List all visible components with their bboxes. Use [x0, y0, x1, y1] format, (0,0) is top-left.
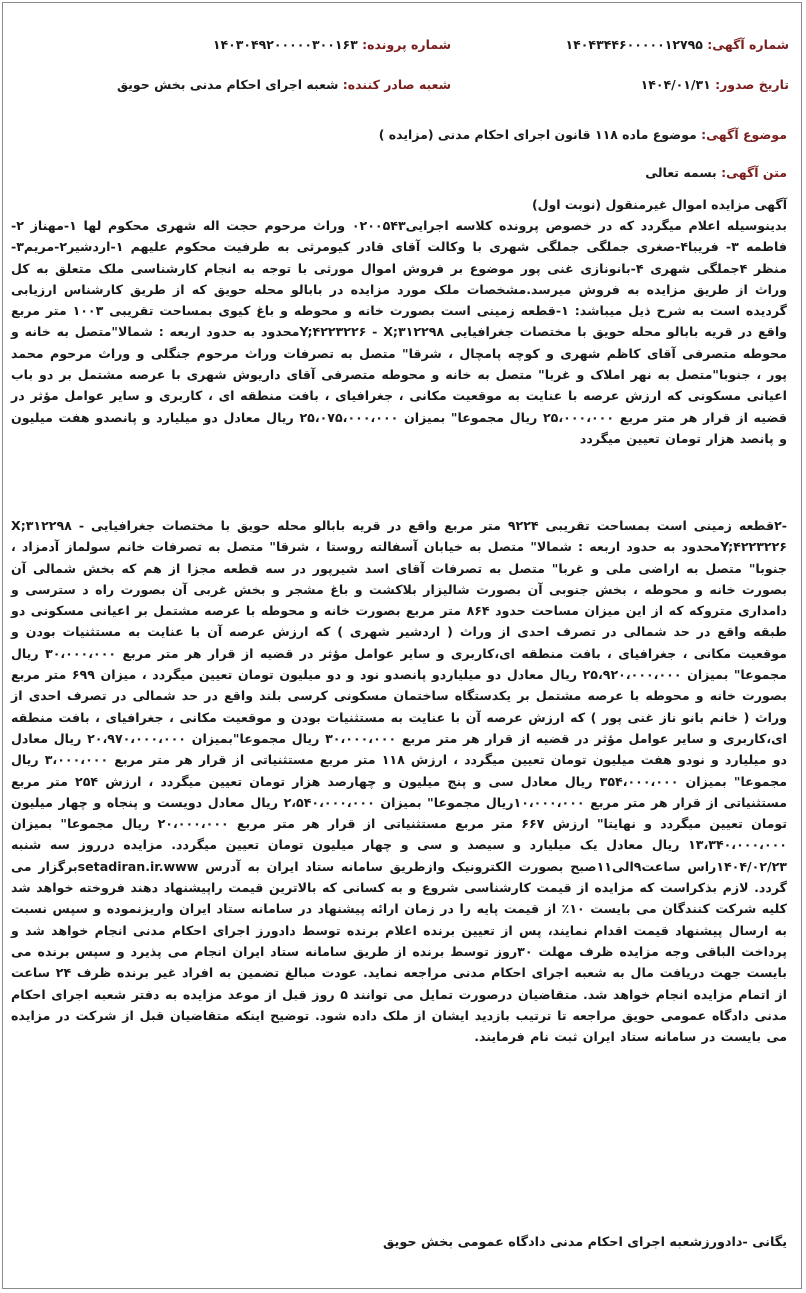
body-intro [13, 165, 787, 180]
subject-value: موضوع ماده ۱۱۸ قانون اجرای احکام مدنی (مزایده ) [378, 127, 697, 142]
notice-heading: آگهی مزایده اموال غیرمنقول (نوبت اول) [531, 197, 787, 212]
paragraph-1: بدینوسیله اعلام میگردد که در خصوص پرونده کلاسه اجرایی۰۲۰۰۵۴۳ وراث مرحوم حجت اله شهری محکوم لها ۱-مهناز ۲-فاطمه ۳- فریبا۴-صغری جملگی جملگی شهری با وکالت آقای قادر کیومرثی به طرفیت محکوم علیهم ۱-اردشیر۲-مریم۳-منظر ۴جملگی شهری ۴-بانونازی غنی پور موضوع بر فروش اموال مورثی با توجه به انجام کارشناسی ملک متعلق به کل وراث از طریق مزایده به فروش میرسد.مشخصات ملک مورد مزایده در بابالو محله حویق که از طریق کارشناس ارزیابی گردیده است به شرح ذیل میباشد: ۱-قطعه زمینی است بصورت خانه و محوطه و باغ کیوی بمساحت تقریبی ۱۰۰۳ متر مربع واقع در قریه بابالو محله حویق با مختصات جغرافیایی Y;۴۲۲۳۲۲۶ - X;۳۱۲۲۹۸محدود به حدود اربعه : شمالا"متصل به خانه و محوطه متصرفی آقای کاظم شهری و کوچه پامچال ، شرقا" متصل به تصرفات وراث مرحوم جنگلی و وراث مرحوم محمد پور ، جنوبا"متصل به نهر املاک و غربا" متصل به خانه و محوطه متصرفی آقای داریوش شهری با عرصه مشتمل بر دو باب اعیانی مسکونی که ارزش عرصه با عنایت به موقعیت مکانی ، جغرافیای ، بافت منطقه ای ، کاربری و سایر عوامل مؤثر در قضیه از قرار هر متر مربع ۲۵،۰۰۰،۰۰۰ ریال مجموعا" بمیزان ۲۵،۰۷۵،۰۰۰،۰۰۰ ریال معادل دو میلیارد و پانصدو هفت میلیون و پانصد هزار تومان تعیین میگردد [11, 218, 788, 446]
case-number [213, 37, 451, 52]
invocation: بسمه تعالی [645, 165, 717, 180]
subject-label: موضوع آگهی: [701, 127, 787, 142]
notice-document [2, 2, 802, 1289]
issue-date [641, 77, 789, 92]
signature: یگانی -دادورزشعبه اجرای احکام مدنی دادگاه عمومی بخش حویق [383, 1235, 787, 1250]
ad-number-label: شماره آگهی: [707, 37, 789, 52]
issue-date-value: ۱۴۰۴/۰۱/۳۱ [640, 77, 711, 92]
subject [13, 127, 787, 142]
issuing-branch-value: شعبه اجرای احکام مدنی بخش حویق [116, 77, 339, 92]
case-number-value: ۱۴۰۳۰۴۹۲۰۰۰۰۰۳۰۰۱۶۳ [212, 37, 358, 52]
issue-date-label: تاریخ صدور: [715, 77, 789, 92]
issuing-branch [117, 77, 451, 92]
ad-number-value: ۱۴۰۴۳۴۴۶۰۰۰۰۰۱۲۷۹۵ [565, 37, 703, 52]
ad-number [566, 37, 789, 52]
body-label: متن آگهی: [721, 165, 787, 180]
issuing-branch-label: شعبه صادر کننده: [342, 77, 451, 92]
paragraph-2: -۲قطعه زمینی است بمساحت تقریبی ۹۲۲۴ متر مربع واقع در قریه بابالو محله حویق با مختصات جغرافیایی - X;۳۱۲۲۹۸ Y;۴۲۲۳۲۲۶محدود به حدود اربعه : شمالا" متصل به خیابان آسفالته روستا ، شرقا" متصل به تصرفات خانم سولماز آدمزاد ، جنوبا" متصل به اراضی ملی و غربا" متصل به تصرفات آقای اسد شیرپور در سه قطعه مجزا از هم که بخش شمالی آن بصورت خانه و محوطه ، بخش جنوبی آن بصورت شالیزار بلاکشت و باغ مشجر و بخش غربی آن بصورت راه د سترسی و دامداری متروکه که از این میزان مساحت حدود ۸۶۴ متر مربع بصورت خانه و محوطه با عرصه مشتمل بر اعیانی مسکونی دو طبقه واقع در حد شمالی در تصرف احدی از وراث ( اردشیر شهری ) که ارزش عرصه آن با عنایت به مستثنیات بودن و موقعیت مکانی ، جغرافیای ، بافت منطقه ای،کاربری و سایر عوامل مؤثر در قضیه از قرار هر متر مربع ۳۰،۰۰۰،۰۰۰ ریال مجموعا" بمیزان ۲۵،۹۲۰،۰۰۰،۰۰۰ ریال معادل دو میلیاردو پانصدو نود و دو میلیون تومان تعیین میگردد ، میزان ۶۹۹ متر مربع بصورت خانه و محوطه با عرصه مشتمل بر یکدستگاه ساختمان مسکونی کرسی بلند واقع در حد شمالی در تصرف احدی از وراث ( خانم بانو ناز غنی پور ) که ارزش عرصه آن با عنایت به مستثنیات بودن و موقعیت مکانی ، جغرافیای ، بافت منطقه ای،کاربری و سایر عوامل مؤثر در قضیه از قرار هر متر مربع ۳۰،۰۰۰،۰۰۰ ریال مجموعا"بمیزان ۲۰،۹۷۰،۰۰۰،۰۰۰ ریال معادل دو میلیارد و نودو هفت میلیون تومان تعیین میگردد ، ارزش ۱۱۸ متر مربع مستثنیاتی از قرار هر متر مربع ۳،۰۰۰،۰۰۰ ریال مجموعا" بمیزان ۳۵۴،۰۰۰،۰۰۰ ریال معادل سی و پنج میلیون و چهارصد هزار تومان تعیین میگردد ، ارزش ۲۵۴ متر مربع مستثنیاتی از قرار هر متر مربع ۱۰،۰۰۰،۰۰۰ریال مجموعا" بمیزان ۲،۵۴۰،۰۰۰،۰۰۰ ریال معادل دویست و پنجاه و چهار میلیون تومان تعیین میگردد و نهایتا" ارزش ۶۶۷ متر مربع مستثنیاتی از قرار هر متر مربع ۲۰،۰۰۰،۰۰۰ ریال مجموعا" بمیزان ۱۳،۳۴۰،۰۰۰،۰۰۰ ریال معادل یک میلیارد و سیصد و سی و چهار میلیون تومان تعیین میگردد. مزایده درروز سه شنبه ۱۴۰۴/۰۲/۲۳راس ساعت۹الی۱۱صبح بصورت الکترونیک وازطریق سامانه ستاد ایران به آدرس setadiran.ir.wwwبرگزار می گردد. لازم بذکراست که مزایده از قیمت کارشناسی شروع و به کسانی که بالاترین قیمت راپیشنهاد دهند فروخته خواهد شد کلیه شرکت کنندگان می بایست ۱۰٪ از قیمت پایه را در زمان ارائه پیشنهاد در سامانه ستاد ایران واریزنموده و سپس نسبت به ارسال پیشنهاد قیمت اقدام نمایند، پس از تعیین برنده اعلام برنده توسط دادورز اجرای احکام مدنی انجام خواهد شد و پرداخت الباقی وجه مزایده ظرف مهلت ۳۰روز توسط برنده از طریق سامانه ستاد ایران انجام می پذیرد و سپس برنده می بایست جهت دریافت مال به شعبه اجرای احکام مدنی مراجعه نماید. عودت مبالغ تضمین به افراد غیر برنده ظرف ۲۴ ساعت از اتمام مزایده انجام خواهد شد. متقاضیان درصورت تمایل می توانند ۵ روز قبل از موعد مزایده به دفتر شعبه اجرای احکام مدنی دادگاه عمومی حویق مراجعه تا ترتیب بازدید ایشان از ملک داده شود. توضیح اینکه متقاضیان قبل از شرکت در مزایده می بایست در سامانه ستاد ایران ثبت نام فرمایند. [11, 518, 788, 1045]
case-number-label: شماره پرونده: [362, 37, 451, 52]
